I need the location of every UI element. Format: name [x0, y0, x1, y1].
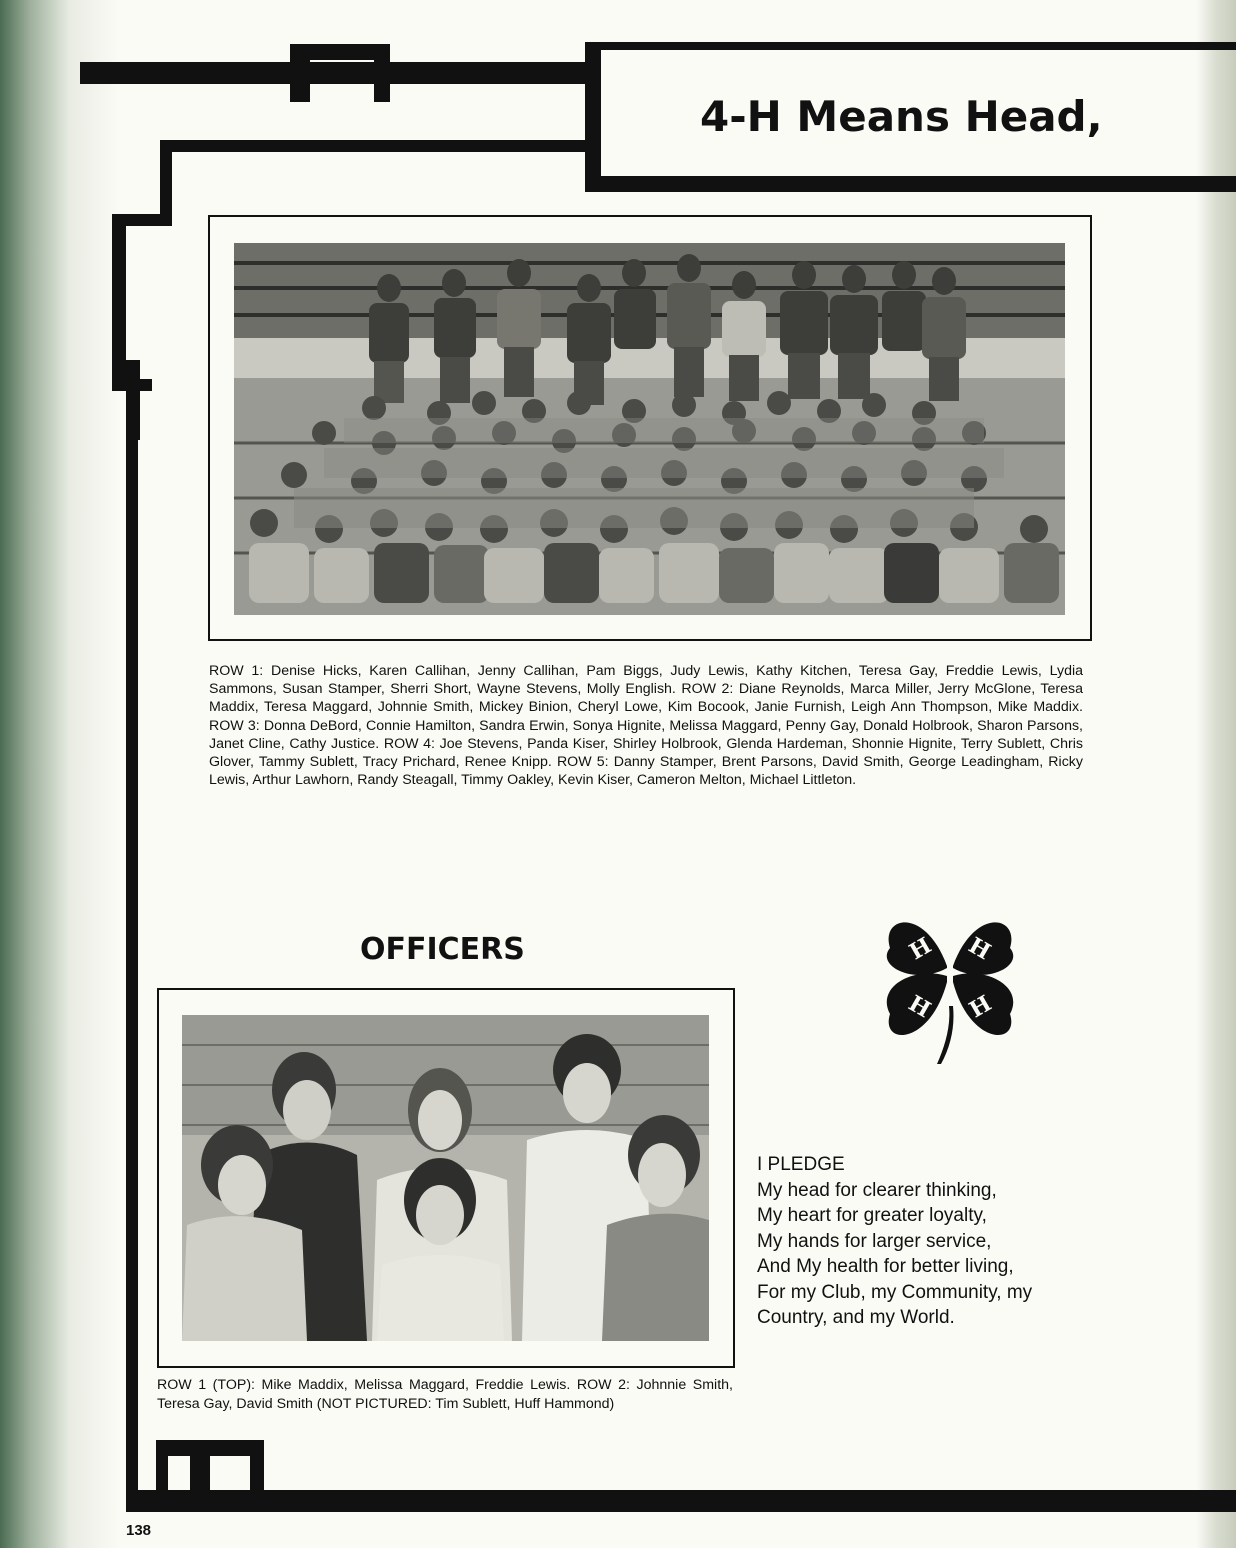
group-photo-caption: ROW 1: Denise Hicks, Karen Callihan, Jenny Callihan, Pam Biggs, Judy Lewis, Kathy Kitchen, Teresa Gay, Freddie Lewis, Lydia Sammons, Susan Stamper, Sherri Short, Wayne Stevens, Molly English. ROW 2: Diane Reynolds, Marca Miller, Jerry McGlone, Teresa Maddix, Teresa Maggard, Johnnie Smith, Mickey Binion, Cheryl Lowe, Kim Bocook, Janie Furnish, Leigh Ann Thompson, Mike Maddix. ROW 3: Donna DeBord, Connie Hamilton, Sandra Erwin, Sonya Hignite, Melissa Maggard, Penny Gay, Donald Holbrook, Sharon Parsons, Janet Cline, Cathy Justice. ROW 4: Joe Stevens, Panda Kiser, Shirley Holbrook, Glenda Hardeman, Shonnie Hignite, Terry Sublett, Chris Glover, Tammy Sublett, Tracy Prichard, Renee Knipp. ROW 5: Danny Stamper, Brent Parsons, David Smith, George Leadingham, Ricky Lewis, Arthur Lawhorn, Randy Steagall, Timmy Oakley, Kevin Kiser, Cameron Melton, Michael Littleton. [209, 663, 1083, 789]
clover-letter: H [904, 932, 937, 966]
pledge-line: And My health for better living, [757, 1256, 1014, 1277]
four-h-pledge [757, 1152, 1032, 1331]
group-photo-illustration [234, 243, 1065, 615]
officers-photo-illustration [182, 1015, 709, 1341]
officers-photo [182, 1015, 709, 1341]
pledge-line: I PLEDGE [757, 1154, 845, 1175]
page-number: 138 [126, 1522, 152, 1539]
pledge-line: My head for clearer thinking, [757, 1179, 997, 1201]
clover-letter: H [903, 990, 936, 1024]
officers-heading: OFFICERS [360, 932, 525, 967]
clover-letter: H [964, 990, 997, 1024]
page-title: 4-H Means Head, [700, 92, 1103, 141]
four-h-clover-icon [875, 896, 1025, 1066]
group-photo [234, 243, 1065, 615]
clover-letter: H [963, 932, 996, 966]
pledge-line: For my Club, my Community, my [757, 1281, 1033, 1303]
pledge-line: My heart for greater loyalty, [757, 1205, 987, 1226]
officers-photo-frame [157, 988, 735, 1368]
pledge-line: Country, and my World. [757, 1307, 955, 1328]
group-photo-frame [208, 215, 1092, 641]
officers-photo-caption: ROW 1 (TOP): Mike Maddix, Melissa Maggard, Freddie Lewis. ROW 2: Johnnie Smith, Teresa Gay, David Smith (NOT PICTURED: Tim Sublett, Huff Hammond) [157, 1377, 733, 1412]
pledge-line: My hands for larger service, [757, 1230, 992, 1252]
